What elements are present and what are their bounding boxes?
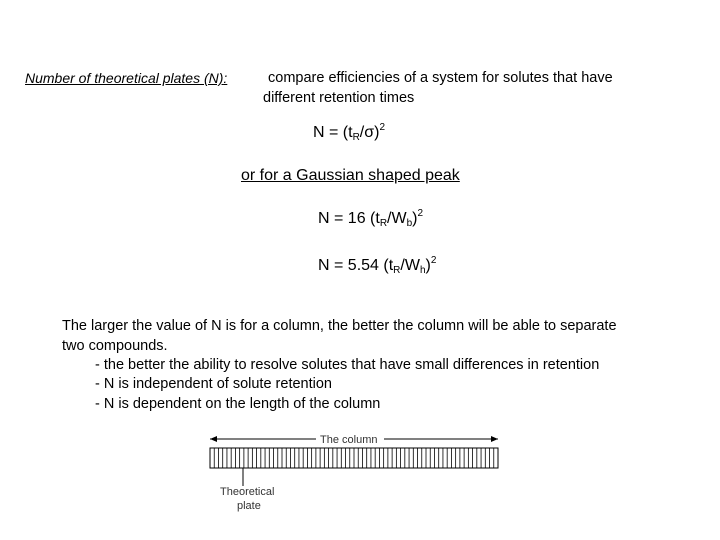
formula3-prefix: N = 5.54 (t	[318, 257, 394, 274]
formula-plates-wh	[318, 255, 436, 276]
formula-plates-wb	[318, 208, 423, 229]
plates-strip	[214, 448, 494, 468]
formula-plates-sigma	[313, 122, 385, 143]
definition-term-text: Number of theoretical plates (N)	[25, 70, 224, 86]
definition-description-line1: compare efficiencies of a system for solutes that have	[268, 70, 613, 86]
formula1-sub: R	[352, 132, 360, 143]
plate-label-line2: plate	[237, 500, 261, 512]
formula1-middle: /	[359, 124, 365, 141]
formula2-exp: 2	[417, 208, 424, 219]
formula2-sub2: b	[406, 218, 413, 229]
formula2-prefix: N = 16 (t	[318, 210, 380, 227]
formula2-sub1: R	[379, 218, 388, 229]
plate-label-line1: Theoretical	[220, 486, 275, 498]
column-label: The column	[320, 434, 378, 446]
formula1-prefix: N = (t	[313, 124, 353, 141]
formula1-close: )	[374, 124, 380, 141]
paragraph-line1: The larger the value of N is for a column, the better the column will be able to separate	[62, 318, 617, 334]
formula1-exp: 2	[379, 122, 386, 133]
definition-term	[25, 70, 227, 86]
paragraph-line2: two compounds.	[62, 338, 168, 354]
formula3-sub1: R	[393, 265, 401, 276]
definition-description-line2: different retention times	[263, 90, 415, 106]
formula1-sigma: σ	[364, 124, 375, 141]
definition-colon: :	[223, 70, 228, 86]
formula3-middle: /W	[400, 257, 420, 274]
bullet-resolve: - the better the ability to resolve solutes that have small differences in retention	[95, 357, 600, 373]
formula3-exp: 2	[430, 255, 437, 266]
arrow-left-head	[210, 436, 217, 442]
formula2-middle: /W	[387, 210, 407, 227]
arrow-right-head	[491, 436, 498, 442]
gaussian-heading: or for a Gaussian shaped peak	[241, 167, 460, 184]
bullet-dependent: - N is dependent on the length of the column	[95, 396, 381, 412]
formula2-close: )	[412, 210, 418, 227]
formula3-sub2: h	[419, 265, 426, 276]
column-plates-diagram	[200, 428, 510, 516]
bullet-independent: - N is independent of solute retention	[95, 376, 332, 392]
formula3-close: )	[425, 257, 431, 274]
